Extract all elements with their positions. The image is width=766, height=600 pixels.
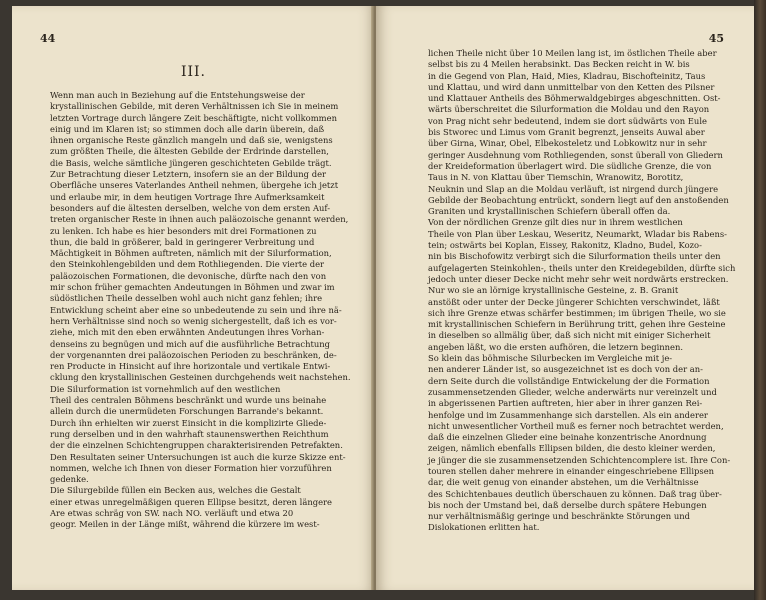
text-line: Den Resultaten seiner Untersuchungen ist auch die kurze Skizze ent- (50, 451, 346, 462)
text-line: südöstlichen Theile desselben wohl auch nicht ganz fehlen; ihre (50, 293, 323, 304)
text-line: zusammensetzenden Glieder, welche anderwärts nur vereinzelt und (428, 386, 717, 397)
text-line: Die Silurgebilde füllen ein Becken aus, welches die Gestalt (50, 485, 301, 496)
page-number: 44 (40, 32, 56, 45)
chapter-heading: III. (180, 64, 207, 80)
text-line: aufgelagerten Steinkohlen-, theils unter den Kreidegebilden, dürfte sich (428, 262, 736, 273)
text-line: und Klattauer Antheils des Böhmerwaldgebirges abgeschnitten. Ost- (428, 93, 721, 104)
text-line: mit krystallinischen Schiefern in Berührung tritt, gehen ihre Gesteine (428, 319, 726, 330)
text-line: hern Verhältnisse sind noch so wenig sichergestellt, daß ich es vor- (50, 315, 337, 326)
text-line: rung derselben und in den wahrhaft staunenswerthen Reichthum (50, 428, 329, 439)
text-line: geringer Ausdehnung vom Rothliegenden, sonst überall von Gliedern (428, 149, 723, 160)
text-line: allein durch die unermüdeten Forschungen Barrande's bekannt. (50, 406, 324, 417)
text-line: Taus in N. von Klattau über Tiemschin, Wranowitz, Borotitz, (428, 172, 684, 183)
text-line: ihnen organische Reste gänzlich mangeln und daß sie, wenigstens (50, 135, 333, 146)
text-line: Wenn man auch in Beziehung auf die Entstehungsweise der (50, 90, 305, 100)
text-line: der Kreideformation überlagert wird. Die südliche Grenze, die von (428, 160, 712, 171)
text-line: Are etwas schräg von SW. nach NO. verläuft und etwa 20 (50, 507, 294, 518)
text-line: cklung den krystallinischen Gesteinen durchgehends weit nachstehen. (50, 372, 351, 383)
text-line: in abgerissenen Partien auftreten, hier aber in ihrer ganzen Rei- (428, 398, 703, 409)
text-line: zu lenken. Ich habe es hier besonders mit drei Formationen zu (50, 225, 317, 236)
page-number: 45 (708, 32, 724, 45)
text-line: in die Gegend von Plan, Haid, Mies, Kladrau, Bischofteinitz, Taus (428, 70, 706, 81)
text-line: Gebilde der Beobachtung entrückt, sondern liegt auf den anstoßenden (428, 194, 729, 205)
text-line: Die Silurformation ist vornehmlich auf den westlichen (50, 383, 281, 394)
text-line: Mächtigkeit in Böhmen auftreten, nämlich mit der Silurformation, (50, 248, 332, 259)
text-line: sich ihre Grenze etwas schärfer bestimmen; im übrigen Theile, wo sie (428, 307, 726, 318)
text-line: zum größten Theile, die ältesten Gebilde der Erdrinde darstellen, (50, 146, 329, 157)
text-line: und Klattau, und wird dann unmittelbar von den Ketten des Pilsner (428, 81, 715, 92)
text-line: dar, die weit genug von einander abstehen, um die Verhältnisse (428, 477, 699, 488)
text-line: über Girna, Winar, Obel, Elbekosteletz und Lobkowitz nur in sehr (428, 138, 707, 149)
text-line: lichen Theile nicht über 10 Meilen lang ist, im östlichen Theile aber (428, 48, 717, 58)
text-line: bis noch der Umstand bei, daß derselbe durch spätere Hebungen (428, 499, 707, 510)
text-line: nicht unwesentlicher Vortheil muß es ferner noch betrachtet werden, (428, 420, 724, 431)
text-line: gedenke. (50, 474, 89, 485)
text-line: nur verhältnismäßig geringe und beschränkte Störungen und (428, 511, 690, 522)
text-line: Nur wo sie an lörnige krystallinische Gesteine, z. B. Granit (428, 285, 679, 296)
text-line: anstößt oder unter der Decke jüngerer Schichten verschwindet, läßt (428, 296, 720, 307)
text-line: einig und im Klaren ist; so stimmen doch alle darin überein, daß (50, 123, 325, 134)
text-line: henfolge und im Zusammenhange sich darstellen. Als ein anderer (428, 409, 708, 420)
text-line: denseins zu begnügen und mich auf die ausführliche Betrachtung (50, 338, 330, 349)
text-line: besonders auf die ältesten derselben, welche von dem ersten Auf- (50, 202, 331, 213)
text-line: geogr. Meilen in der Länge mißt, während die kürzere im west- (50, 519, 320, 530)
text-line: der die einzelnen Schichtengruppen charakterisirenden Petrefakten. (50, 440, 343, 451)
text-line: tein; ostwärts bei Koplan, Eissey, Rakonitz, Kladno, Budel, Kozo- (428, 240, 702, 251)
text-line: letzten Vortrage durch längere Zeit beschäftigte, nicht vollkommen (50, 112, 337, 123)
book-edge (754, 0, 766, 600)
text-line: in dieselben so allmälig über, daß sich nicht mit einiger Sicherheit (428, 330, 711, 341)
text-line: selbst bis zu 4 Meilen herabsinkt. Das Becken reicht in W. bis (428, 59, 690, 70)
text-line: mir schon früher gemachten Andeutungen in Böhmen und zwar im (50, 282, 335, 293)
text-line: thun, die bald in größerer, bald in geringerer Verbreitung und (50, 236, 315, 247)
body-text (428, 48, 736, 534)
text-line: und erlaube mir, in dem heutigen Vortrage Ihre Aufmerksamkeit (50, 191, 325, 202)
text-line: angeben läßt, wo die ersten aufhören, die letzern beginnen. (428, 341, 684, 352)
text-line: So klein das böhmische Silurbecken im Vergleiche mit je- (428, 353, 673, 364)
text-line: krystallinischen Gebilde, mit deren Verhältnissen ich Sie in meinem (50, 101, 339, 112)
text-line: des Schichtenbaues deutlich überschauen zu können. Daß trag über- (428, 488, 722, 499)
text-line: Durch ihn erhielten wir zuerst Einsicht in die komplizirte Gliede- (50, 417, 327, 428)
body-text (50, 90, 351, 531)
text-line: ziehe, mich mit den eben erwähnten Andeutungen ihres Vorhan- (50, 327, 325, 338)
text-line: paläozoischen Formationen, die devonische, dürfte nach den von (50, 270, 327, 281)
text-line: dern Seite durch die vollständige Entwickelung der die Formation (428, 375, 710, 386)
text-line: treten organischer Reste in ihnen auch paläozoische genannt werden, (50, 214, 349, 225)
text-line: Oberfläche unseres Vaterlandes Antheil nehmen, übergehe ich jetzt (50, 180, 339, 191)
text-line: Entwicklung scheint aber eine so unbedeutende zu sein und ihre nä- (50, 304, 342, 315)
text-line: touren stellen daher mehrere in einander eingeschriebene Ellipsen (428, 465, 715, 476)
text-line: wärts überschreitet die Silurformation die Moldau und den Rayon (428, 104, 710, 115)
text-line: den Steinkohlengebilden und dem Rothliegenden. Die vierte der (50, 259, 325, 270)
left-page (12, 6, 375, 590)
text-line: Theile von Plan über Leskau, Weseritz, Neumarkt, Wladar bis Rabens- (428, 228, 728, 239)
text-line: von Prag nicht sehr bedeutend, indem sie dort südwärts von Eule (428, 115, 707, 126)
text-line: Neuknin und Slap an die Moldau verläuft, ist nirgend durch jüngere (428, 183, 719, 194)
text-line: Von der nördlichen Grenze gilt dies nur in ihrem westlichen (428, 217, 683, 228)
text-line: der vorgenannten drei paläozoischen Perioden zu beschränken, de- (50, 349, 337, 360)
text-line: nommen, welche ich Ihnen von dieser Formation hier vorzuführen (50, 462, 332, 473)
text-line: einer etwas unregelmäßigen queren Ellipse besitzt, deren längere (50, 496, 333, 507)
text-line: Theil des centralen Böhmens beschränkt und wurde uns beinahe (50, 395, 327, 406)
text-line: jedoch unter dieser Decke nicht mehr sehr weit nordwärts erstrecken. (428, 273, 729, 284)
text-line: daß die einzelnen Glieder eine beinahe konzentrische Anordnung (428, 432, 707, 443)
text-line: nin bis Bischofowitz verbirgt sich die Silurformation theils unter den (428, 251, 721, 262)
text-line: bis Stworec und Limus vom Granit begrenzt, jenseits Auwal aber (428, 127, 705, 138)
right-page (376, 6, 754, 590)
text-line: zeigen, nämlich ebenfalls Ellipsen bilden, die desto kleiner werden, (428, 443, 716, 454)
text-line: Dislokationen erlitten hat. (428, 522, 540, 533)
text-line: nen anderer Länder ist, so ausgezeichnet ist es doch von der an- (428, 364, 703, 375)
text-line: ren Producte in Hinsicht auf ihre horizontale und vertikale Entwi- (50, 361, 331, 372)
text-line: Graniten und krystallinischen Schiefern überall offen da. (428, 206, 671, 217)
text-line: Zur Betrachtung dieser Letztern, insofern sie an der Bildung der (50, 169, 327, 180)
text-line: je jünger die sie zusammensetzenden Schichtencomplere ist. Ihre Con- (428, 454, 731, 465)
text-line: die Basis, welche sämtliche jüngeren geschichteten Gebilde trägt. (50, 157, 332, 168)
